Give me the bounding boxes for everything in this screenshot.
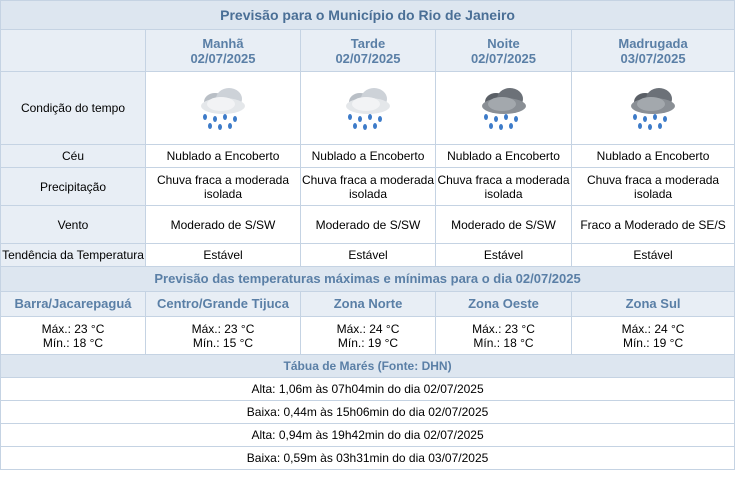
wind-value: Fraco a Moderado de SE/S (572, 206, 735, 244)
cloud-rain-dark-icon (474, 84, 534, 132)
period-date: 02/07/2025 (335, 50, 401, 66)
zone-name: Centro/Grande Tijuca (146, 292, 301, 317)
precip-value: Chuva fraca a moderada isolada (146, 168, 301, 206)
zone-temps (146, 317, 301, 355)
period-name: Noite (487, 35, 520, 51)
period-date: 03/07/2025 (620, 50, 686, 66)
zone-temps (436, 317, 572, 355)
period-name: Manhã (202, 35, 244, 51)
period-date: 02/07/2025 (190, 50, 256, 66)
cloud-rain-light-icon (338, 84, 398, 132)
period-date: 02/07/2025 (470, 50, 537, 66)
period-name: Madrugada (618, 35, 688, 51)
tide-entry: Baixa: 0,44m às 15h06min do dia 02/07/2025 (1, 401, 735, 424)
period-header (436, 30, 572, 72)
zone-name: Barra/Jacarepaguá (1, 292, 146, 317)
zone-temps (572, 317, 735, 355)
weather-icon-cell (572, 72, 735, 145)
temp-max: Máx.: 23 °C (41, 321, 105, 336)
zone-name: Zona Sul (572, 292, 735, 317)
tide-entry: Alta: 0,94m às 19h42min do dia 02/07/2025 (1, 424, 735, 447)
temp-max: Máx.: 24 °C (336, 321, 400, 336)
sky-value: Nublado a Encoberto (301, 145, 436, 168)
sky-value: Nublado a Encoberto (572, 145, 735, 168)
wind-value: Moderado de S/SW (146, 206, 301, 244)
page-title: Previsão para o Município do Rio de Janeiro (1, 1, 735, 30)
trend-value: Estável (146, 244, 301, 267)
row-label: Precipitação (1, 168, 146, 206)
cloud-rain-dark-icon (623, 84, 683, 132)
row-label: Vento (1, 206, 146, 244)
wind-value: Moderado de S/SW (436, 206, 572, 244)
tide-entry: Baixa: 0,59m às 03h31min do dia 03/07/2025 (1, 447, 735, 470)
wind-value: Moderado de S/SW (301, 206, 436, 244)
tide-entry: Alta: 1,06m às 07h04min do dia 02/07/2025 (1, 378, 735, 401)
precip-value: Chuva fraca a moderada isolada (301, 168, 436, 206)
period-name: Tarde (350, 35, 386, 51)
temp-min: Mín.: 19 °C (622, 335, 684, 350)
zone-name: Zona Norte (301, 292, 436, 317)
period-header (301, 30, 436, 72)
temp-max: Máx.: 23 °C (472, 321, 535, 336)
trend-value: Estável (436, 244, 572, 267)
weather-icon-cell (301, 72, 436, 145)
weather-icon-cell (146, 72, 301, 145)
row-label: Céu (1, 145, 146, 168)
period-header (146, 30, 301, 72)
cloud-rain-light-icon (193, 84, 253, 132)
zone-name: Zona Oeste (436, 292, 572, 317)
sky-value: Nublado a Encoberto (146, 145, 301, 168)
zone-temps (1, 317, 146, 355)
temp-max: Máx.: 23 °C (191, 321, 255, 336)
weather-icon-cell (436, 72, 572, 145)
tides-title: Tábua de Marés (Fonte: DHN) (1, 355, 735, 378)
precip-value: Chuva fraca a moderada isolada (572, 168, 735, 206)
trend-value: Estável (572, 244, 735, 267)
temps-title: Previsão das temperaturas máximas e mínimas para o dia 02/07/2025 (1, 267, 735, 292)
temp-min: Mín.: 15 °C (192, 335, 254, 350)
temp-min: Mín.: 19 °C (337, 335, 399, 350)
row-label: Tendência da Temperatura (1, 244, 146, 267)
row-label: Condição do tempo (1, 72, 146, 145)
sky-value: Nublado a Encoberto (436, 145, 572, 168)
temp-max: Máx.: 24 °C (621, 321, 685, 336)
period-header (572, 30, 735, 72)
precip-value: Chuva fraca a moderada isolada (436, 168, 572, 206)
temp-min: Mín.: 18 °C (42, 335, 104, 350)
temp-min: Mín.: 18 °C (473, 335, 534, 350)
trend-value: Estável (301, 244, 436, 267)
corner-cell (1, 30, 146, 72)
zone-temps (301, 317, 436, 355)
